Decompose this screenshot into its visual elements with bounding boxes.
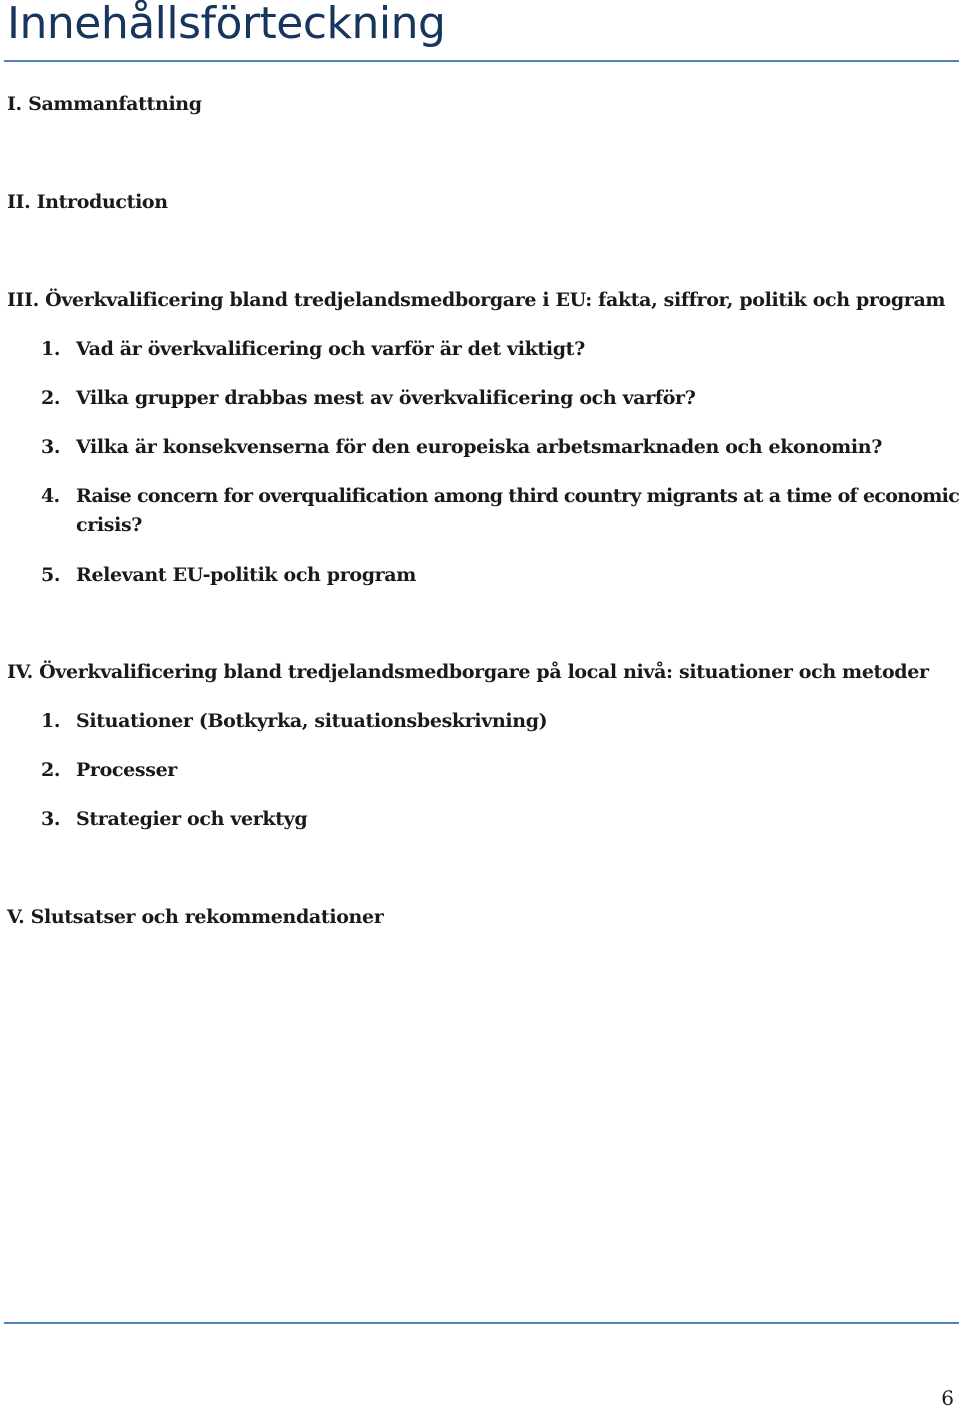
toc-section-title: Introduction xyxy=(36,191,168,213)
toc-item-3-2[interactable] xyxy=(41,384,696,412)
toc-item-3-1[interactable] xyxy=(41,335,585,363)
toc-section-number: I. xyxy=(7,93,22,115)
toc-item-number: 4. xyxy=(41,485,60,507)
footer-divider xyxy=(4,1322,959,1324)
toc-section-title: Överkvalificering bland tredjelandsmedborgare i EU: fakta, siffror, politik och program xyxy=(45,289,946,311)
toc-item-number: 2. xyxy=(41,387,61,409)
toc-item-title: Raise concern for overqualification among third country migrants at a time of economic xyxy=(76,485,960,507)
toc-item-title: Processer xyxy=(76,759,177,781)
toc-section-number: III. xyxy=(7,289,39,311)
toc-section-5[interactable] xyxy=(7,903,383,931)
page-title: Innehållsförteckning xyxy=(7,0,446,49)
toc-section-2[interactable] xyxy=(7,188,168,216)
toc-item-3-4-continued: crisis? xyxy=(76,514,143,536)
toc-item-number: 2. xyxy=(41,759,61,781)
toc-section-title: Överkvalificering bland tredjelandsmedborgare på local nivå: situationer och metoder xyxy=(39,661,929,683)
toc-section-3[interactable] xyxy=(7,286,945,314)
toc-item-4-3[interactable] xyxy=(41,805,307,833)
title-divider xyxy=(4,60,959,62)
toc-section-number: V. xyxy=(7,906,25,928)
toc-section-number: II. xyxy=(7,191,31,213)
toc-item-3-5[interactable] xyxy=(41,561,416,589)
toc-item-title: Vilka grupper drabbas mest av överkvalificering och varför? xyxy=(76,387,696,409)
toc-item-number: 1. xyxy=(41,710,61,732)
toc-item-title: Relevant EU-politik och program xyxy=(76,564,417,586)
toc-section-title: Slutsatser och rekommendationer xyxy=(30,906,384,928)
toc-item-3-4[interactable] xyxy=(41,482,959,510)
toc-item-3-3[interactable] xyxy=(41,433,882,461)
toc-section-1[interactable] xyxy=(7,90,202,118)
toc-item-title: Vad är överkvalificering och varför är det viktigt? xyxy=(76,338,585,360)
toc-section-title: Sammanfattning xyxy=(28,93,202,115)
toc-item-number: 1. xyxy=(41,338,61,360)
toc-item-number: 3. xyxy=(41,436,61,458)
toc-item-number: 3. xyxy=(41,808,61,830)
toc-item-title: Strategier och verktyg xyxy=(76,808,308,830)
toc-item-title: Situationer (Botkyrka, situationsbeskrivning) xyxy=(76,710,548,732)
toc-section-number: IV. xyxy=(7,661,33,683)
toc-item-title: Vilka är konsekvenserna för den europeiska arbetsmarknaden och ekonomin? xyxy=(76,436,883,458)
toc-item-number: 5. xyxy=(41,564,61,586)
toc-item-4-1[interactable] xyxy=(41,707,547,735)
toc-item-4-2[interactable] xyxy=(41,756,177,784)
page-number: 6 xyxy=(941,1386,954,1410)
toc-section-4[interactable] xyxy=(7,658,929,686)
